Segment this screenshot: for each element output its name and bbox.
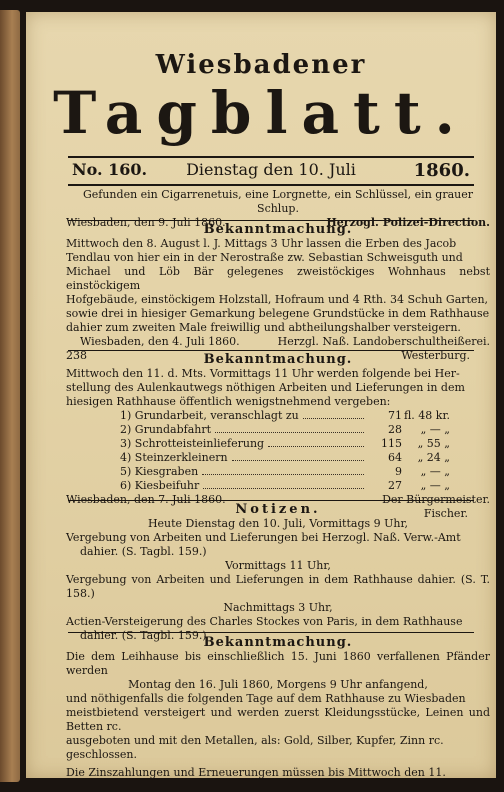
list-item: [120, 437, 450, 451]
separator-1: [68, 220, 474, 221]
notizen-heading: Notizen.: [235, 502, 321, 517]
notice-3-last-line: Die Zinszahlungen und Erneuerungen müssen bis Mittwoch den 11.: [66, 766, 446, 778]
list-item: [120, 479, 450, 493]
rule-top: [68, 156, 474, 158]
item-label: 6) Kiesbeifuhr: [120, 479, 200, 492]
item-amount: 71: [388, 409, 402, 422]
issue-year: 1860.: [413, 160, 470, 181]
notice-2-line: Mittwoch den 11. d. Mts. Vormittags 11 Uhr werden folgende bei Her-: [66, 367, 460, 380]
notice-1-line: sowie drei in hiesiger Gemarkung belegene Grundstücke in dem Rathhause: [66, 307, 490, 320]
item-label: 5) Kiesgraben: [120, 465, 199, 478]
notizen-line: dahier. (S. Tagbl. 159.): [80, 545, 207, 558]
item-unit: fl. 48 kr.: [403, 409, 450, 422]
newspaper-page: [26, 12, 496, 778]
item-unit: „ 24 „: [417, 451, 450, 464]
notice-1-line: dahier zum zweiten Male freiwillig und abtheilungshalber versteigern.: [66, 321, 461, 334]
item-unit: „ 55 „: [417, 437, 450, 450]
item-amount: 27: [388, 479, 402, 492]
separator-3: [68, 500, 474, 501]
notice-1-heading: Bekanntmachung.: [203, 222, 353, 237]
notice-2-line: hiesigen Rathhause öffentlich wenigstnehmend vergeben:: [66, 395, 391, 408]
item-label: 3) Schrotteisteinlieferung: [120, 437, 265, 450]
notice-3-line: ausgeboten und mit den Metallen, als: Gold, Silber, Kupfer, Zinn rc.: [66, 734, 444, 747]
separator-2: [68, 350, 474, 351]
notizen-line: Vergebung von Arbeiten und Lieferungen bei Herzogl. Naß. Verw.-Amt: [66, 531, 461, 544]
item-label: 1) Grundarbeit, veranschlagt zu: [120, 409, 299, 422]
list-item: [120, 409, 450, 423]
item-unit: „ — „: [420, 465, 450, 478]
found-signature: Herzogl. Polizei-Direction.: [326, 216, 490, 229]
cost-list: [120, 409, 490, 493]
list-item: [120, 423, 450, 437]
item-amount: 28: [388, 423, 402, 436]
notice-1-signature-name: Westerburg.: [401, 349, 470, 362]
notice-3-line: meistbietend versteigert und werden zuerst Kleidungsstücke, Leinen und Betten rc.: [66, 706, 490, 733]
list-item: [120, 451, 450, 465]
notice-1-line: Tendlau von hier ein in der Nerostraße zw. Sebastian Schweisguth und: [66, 251, 463, 264]
item-label: 4) Steinzerkleinern: [120, 451, 228, 464]
item-unit: „ — „: [420, 479, 450, 492]
item-unit: „ — „: [420, 423, 450, 436]
notizen-line: Vormittags 11 Uhr,: [225, 559, 331, 572]
notizen-line: Actien-Versteigerung des Charles Stockes von Paris, in dem Rathhause: [66, 615, 463, 628]
notice-1-signature: Herzgl. Naß. Landoberschultheißerei.: [277, 335, 490, 348]
notice-3-line: Montag den 16. Juli 1860, Morgens 9 Uhr anfangend,: [128, 678, 428, 691]
notice-3-line: geschlossen.: [66, 748, 137, 761]
item-amount: 115: [381, 437, 402, 450]
dateline: [68, 160, 474, 184]
notice-3-heading: Bekanntmachung.: [203, 635, 353, 650]
item-label: 2) Grundabfahrt: [120, 423, 212, 436]
notice-2: [66, 353, 490, 521]
notice-1-place-date: Wiesbaden, den 4. Juli 1860.: [80, 335, 240, 348]
issue-number: No. 160.: [72, 160, 148, 179]
notice-1-number: 238: [66, 349, 87, 362]
notice-2-signature: Der Bürgermeister.: [382, 493, 490, 506]
item-amount: 64: [388, 451, 402, 464]
notice-2-place-date: Wiesbaden, den 7. Juli 1860.: [66, 493, 226, 506]
issue-date: Dienstag den 10. Juli: [186, 160, 356, 179]
notice-1-line: Mittwoch den 8. August l. J. Mittags 3 Uhr lassen die Erben des Jacob: [66, 237, 457, 250]
notizen-line: Heute Dienstag den 10. Juli, Vormittags 9 Uhr,: [147, 517, 409, 530]
notice-2-signature-name: Fischer.: [423, 507, 468, 520]
notizen-line: dahier. (S. Tagbl. 159.): [80, 629, 207, 642]
notice-1: [66, 223, 490, 363]
book-spine: [0, 10, 20, 782]
masthead-title: Tagblatt.: [53, 79, 469, 147]
item-amount: 9: [395, 465, 402, 478]
notice-3-line: und nöthigenfalls die folgenden Tage auf dem Rathhause zu Wiesbaden: [66, 692, 466, 705]
found-place-date: Wiesbaden, den 9. Juli 1860.: [66, 216, 226, 229]
notice-1-line: Hofgebäude, einstöckigem Holzstall, Hofraum und 4 Rth. 34 Schuh Garten,: [66, 293, 489, 306]
list-item: [120, 465, 450, 479]
notice-2-line: stellung des Aulenkautwegs nöthigen Arbeiten und Lieferungen in dem: [66, 381, 465, 394]
notizen-line: Nachmittags 3 Uhr,: [223, 601, 333, 614]
notice-3-line: Die dem Leihhause bis einschließlich 15. Juni 1860 verfallenen Pfänder werden: [66, 650, 490, 677]
found-text: Gefunden ein Cigarrenetuis, eine Lorgnette, ein Schlüssel, ein grauer Schlup.: [82, 188, 473, 215]
notice-3: [66, 606, 490, 778]
masthead-subtitle: Wiesbadener: [155, 50, 367, 80]
rule-bottom: [68, 184, 474, 186]
notice-1-line: Michael und Löb Bär gelegenes zweistöckiges Wohnhaus nebst einstöckigem: [66, 265, 490, 292]
notizen-line: Vergebung von Arbeiten und Lieferungen in dem Rathhause dahier. (S. T. 158.): [66, 573, 490, 600]
notice-2-heading: Bekanntmachung.: [203, 352, 353, 367]
